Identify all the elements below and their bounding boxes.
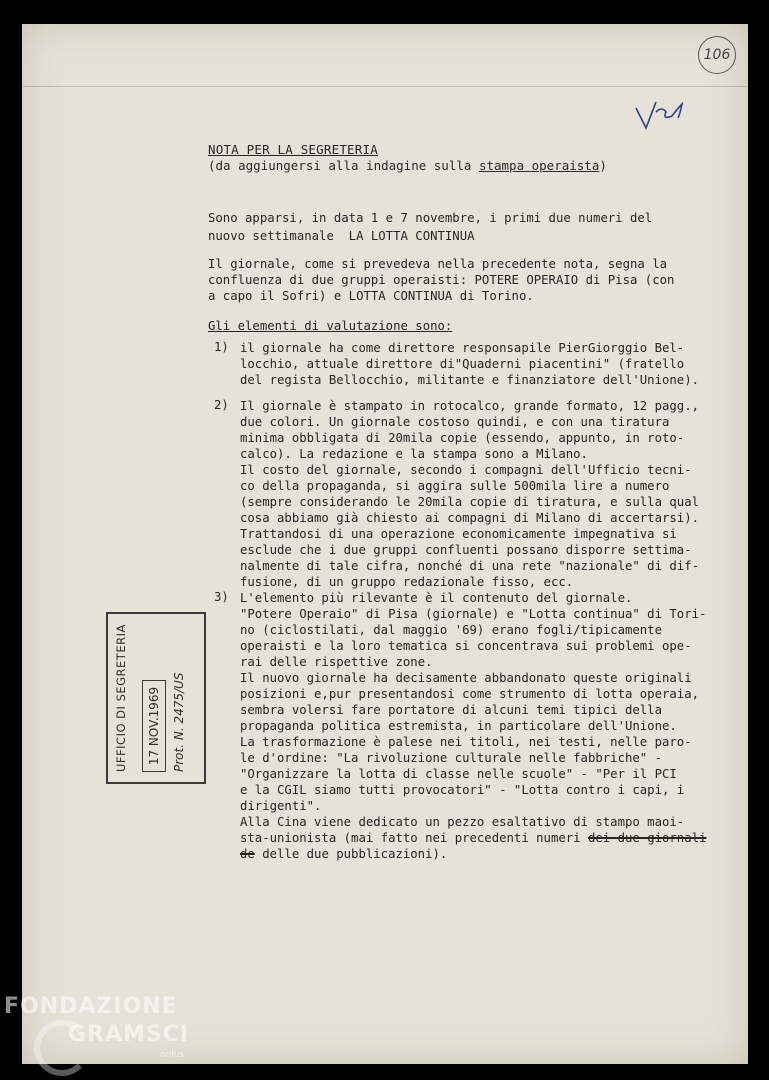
list-line: no (ciclostilati, dal maggio '69) erano fogli/tipicamente xyxy=(240,623,662,637)
top-margin-strip xyxy=(22,58,748,87)
list-line: fusione, di un gruppo redazionale fisso, ecc. xyxy=(240,575,574,589)
list-line: il giornale ha come direttore responsapile PierGiorggio Bel- xyxy=(240,341,685,355)
para2-line-3: a capo il Sofri) e LOTTA CONTINUA di Torino. xyxy=(208,289,534,303)
para2-line-1: Il giornale, come si prevedeva nella precedente nota, segna la xyxy=(208,257,668,271)
list-line: sembra volersi fare portatore di alcuni temi tipici della xyxy=(240,703,662,717)
intro-line-2: nuovo settimanale LA LOTTA CONTINUA xyxy=(208,229,475,243)
list-line: co della propaganda, si aggira sulle 500mila lire a numero xyxy=(240,479,670,493)
list-line: Alla Cina viene dedicato un pezzo esaltativo di stampo maoi- xyxy=(240,815,685,829)
list-line: rai delle rispettive zone. xyxy=(240,655,433,669)
list-number: 1) xyxy=(214,340,229,354)
list-line: propaganda politica estremista, in particolare dell'Unione. xyxy=(240,719,677,733)
list-line: e la CGIL siamo tutti provocatori" - "Lotta contro i capi, i xyxy=(240,783,685,797)
list-line: esclude che i due gruppi confluenti possano disporre settima- xyxy=(240,543,692,557)
list-line: de delle due pubblicazioni). xyxy=(240,847,448,861)
list-line: nalmente di tale cifra, nonché di una rete "nazionale" di dif- xyxy=(240,559,700,573)
handwritten-check-mark xyxy=(634,98,688,132)
struck-text: dei due giornali xyxy=(587,831,707,845)
stamp-office: UFFICIO DI SEGRETERIA xyxy=(114,624,128,772)
list-line: (sempre considerando le 20mila copie di tiratura, e sulla qual xyxy=(240,495,700,509)
intro-line-1: Sono apparsi, in data 1 e 7 novembre, i primi due numeri del xyxy=(208,211,653,225)
document-subtitle: (da aggiungersi alla indagine sulla stampa operaista) xyxy=(208,158,607,173)
list-number: 3) xyxy=(214,590,229,604)
list-line: sta-unionista (mai fatto nei precedenti numeri dei due giornali xyxy=(240,831,707,845)
stamp-date: 17 NOV.1969 xyxy=(142,680,166,772)
para2-line-2: confluenza di due gruppi operaisti: POTERE OPERAIO di Pisa (con xyxy=(208,273,675,287)
list-line: posizioni e,pur presentandosi come strumento di lotta operaia, xyxy=(240,687,700,701)
list-line: Il giornale è stampato in rotocalco, grande formato, 12 pagg., xyxy=(240,399,700,413)
list-line: minima obbligata di 20mila copie (essendo, appunto, in roto- xyxy=(240,431,685,445)
list-line: Il nuovo giornale ha decisamente abbandonato queste originali xyxy=(240,671,692,685)
list-line: operaisti e la loro tematica si concentrava sui problemi ope- xyxy=(240,639,692,653)
struck-text: de xyxy=(240,847,255,861)
list-line: "Potere Operaio" di Pisa (giornale) e "Lotta continua" di Tori- xyxy=(240,607,707,621)
logo-line-1: FONDAZIONE xyxy=(4,994,178,1019)
list-number: 2) xyxy=(214,398,229,412)
document-title: NOTA PER LA SEGRETERIA xyxy=(208,142,378,157)
list-line: La trasformazione è palese nei titoli, nei testi, nelle paro- xyxy=(240,735,692,749)
protocol-stamp xyxy=(106,612,206,784)
page-number: 106 xyxy=(698,36,736,74)
stamp-protocol-number: Prot. N. 2475/US xyxy=(172,672,186,772)
list-line: Il costo del giornale, secondo i compagni dell'Ufficio tecni- xyxy=(240,463,692,477)
list-line: "Organizzare la lotta di classe nelle scuole" - "Per il PCI xyxy=(240,767,677,781)
logo-line-2: GRAMSCI xyxy=(68,1022,190,1047)
list-line: due colori. Un giornale costoso quindi, e con una tiratura xyxy=(240,415,670,429)
list-line: del regista Bellocchio, militante e finanziatore dell'Unione). xyxy=(240,373,700,387)
list-line: le d'ordine: "La rivoluzione culturale nelle fabbriche" - xyxy=(240,751,662,765)
list-line: dirigenti". xyxy=(240,799,322,813)
list-line: locchio, attuale direttore di"Quaderni piacentini" (fratello xyxy=(240,357,685,371)
list-line: Trattandosi di una operazione economicamente impegnativa si xyxy=(240,527,677,541)
elements-heading: Gli elementi di valutazione sono: xyxy=(208,319,453,333)
list-line: cosa abbiamo già chiesto ai compagni di Milano di accertarsi). xyxy=(240,511,700,525)
list-line: calco). La redazione e la stampa sono a Milano. xyxy=(240,447,588,461)
logo-sub: onlus xyxy=(160,1050,185,1060)
list-line: L'elemento più rilevante è il contenuto del giornale. xyxy=(240,591,633,605)
watermark-logo xyxy=(4,994,204,1074)
